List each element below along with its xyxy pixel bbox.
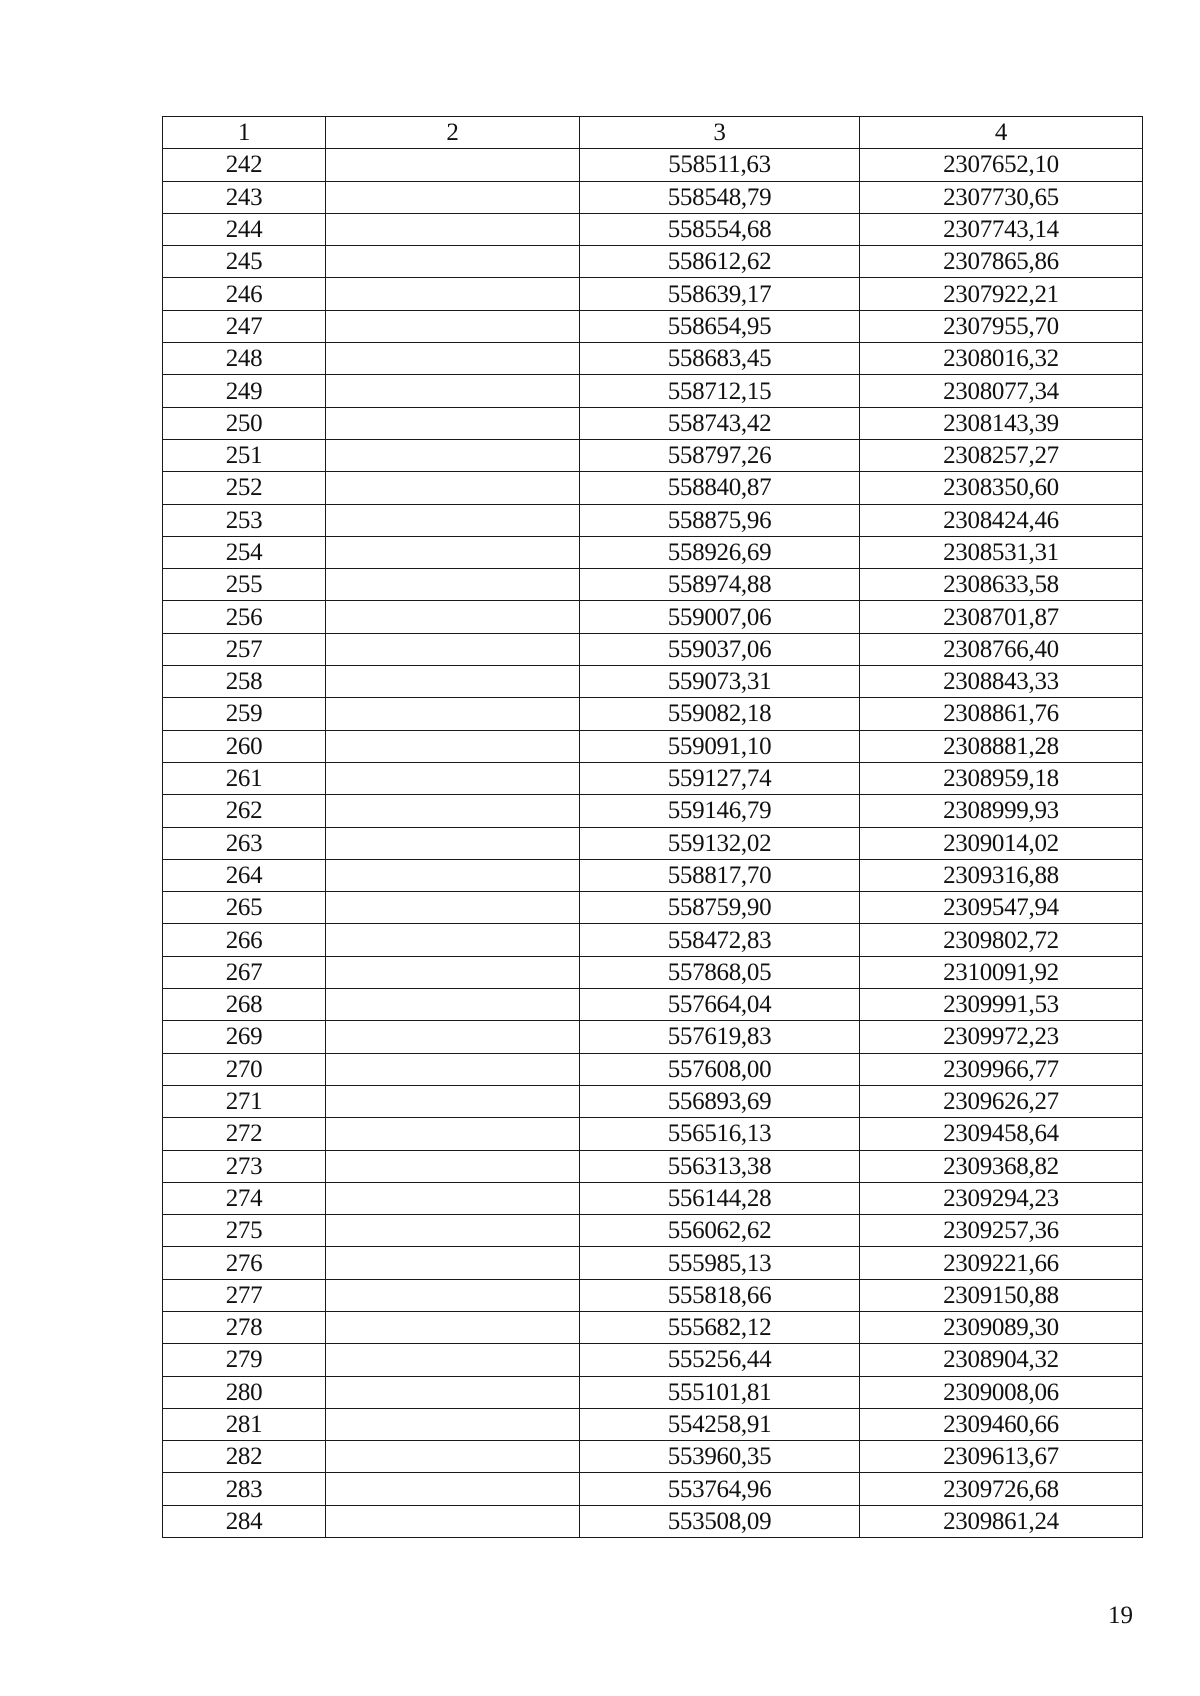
x-coordinate-cell: 555256,44 [580,1344,860,1376]
y-coordinate-cell: 2309014,02 [860,827,1143,859]
empty-cell [326,213,580,245]
empty-cell [326,1182,580,1214]
table-row [163,601,1143,633]
y-coordinate-cell: 2307865,86 [860,246,1143,278]
point-number-cell: 246 [163,278,326,310]
empty-cell [326,924,580,956]
table-row [163,181,1143,213]
y-coordinate-cell: 2308959,18 [860,762,1143,794]
point-number-cell: 252 [163,472,326,504]
point-number-cell: 283 [163,1473,326,1505]
empty-cell [326,375,580,407]
empty-cell [326,1441,580,1473]
y-coordinate-cell: 2309221,66 [860,1247,1143,1279]
table-row [163,1118,1143,1150]
y-coordinate-cell: 2309802,72 [860,924,1143,956]
empty-cell [326,439,580,471]
y-coordinate-cell: 2308843,33 [860,666,1143,698]
y-coordinate-cell: 2309316,88 [860,859,1143,891]
table-row [163,246,1143,278]
table-body [163,149,1143,1538]
empty-cell [326,1021,580,1053]
column-header-1: 1 [163,117,326,149]
point-number-cell: 264 [163,859,326,891]
x-coordinate-cell: 554258,91 [580,1408,860,1440]
x-coordinate-cell: 559037,06 [580,633,860,665]
y-coordinate-cell: 2309294,23 [860,1182,1143,1214]
y-coordinate-cell: 2309972,23 [860,1021,1143,1053]
y-coordinate-cell: 2309150,88 [860,1279,1143,1311]
empty-cell [326,1279,580,1311]
empty-cell [326,181,580,213]
empty-cell [326,1085,580,1117]
x-coordinate-cell: 553960,35 [580,1441,860,1473]
point-number-cell: 272 [163,1118,326,1150]
table-row [163,956,1143,988]
table-row [163,1182,1143,1214]
point-number-cell: 279 [163,1344,326,1376]
x-coordinate-cell: 555101,81 [580,1376,860,1408]
y-coordinate-cell: 2308904,32 [860,1344,1143,1376]
table-row [163,569,1143,601]
x-coordinate-cell: 559127,74 [580,762,860,794]
x-coordinate-cell: 558554,68 [580,213,860,245]
table-row [163,1279,1143,1311]
table-row [163,827,1143,859]
table-row [163,1441,1143,1473]
table-row [163,1215,1143,1247]
point-number-cell: 250 [163,407,326,439]
point-number-cell: 255 [163,569,326,601]
empty-cell [326,536,580,568]
table-row [163,1150,1143,1182]
empty-cell [326,601,580,633]
x-coordinate-cell: 558712,15 [580,375,860,407]
y-coordinate-cell: 2309726,68 [860,1473,1143,1505]
empty-cell [326,1408,580,1440]
x-coordinate-cell: 558759,90 [580,892,860,924]
empty-cell [326,698,580,730]
x-coordinate-cell: 559146,79 [580,795,860,827]
x-coordinate-cell: 556062,62 [580,1215,860,1247]
point-number-cell: 271 [163,1085,326,1117]
point-number-cell: 251 [163,439,326,471]
empty-cell [326,1215,580,1247]
x-coordinate-cell: 557608,00 [580,1053,860,1085]
column-header-3: 3 [580,117,860,149]
coordinates-table [162,116,1143,1538]
empty-cell [326,892,580,924]
point-number-cell: 266 [163,924,326,956]
x-coordinate-cell: 559073,31 [580,666,860,698]
x-coordinate-cell: 558511,63 [580,149,860,181]
point-number-cell: 249 [163,375,326,407]
y-coordinate-cell: 2308424,46 [860,504,1143,536]
x-coordinate-cell: 559082,18 [580,698,860,730]
x-coordinate-cell: 559007,06 [580,601,860,633]
point-number-cell: 254 [163,536,326,568]
table-row [163,1344,1143,1376]
point-number-cell: 256 [163,601,326,633]
point-number-cell: 261 [163,762,326,794]
x-coordinate-cell: 558797,26 [580,439,860,471]
empty-cell [326,246,580,278]
point-number-cell: 274 [163,1182,326,1214]
table-row [163,892,1143,924]
y-coordinate-cell: 2309966,77 [860,1053,1143,1085]
x-coordinate-cell: 559132,02 [580,827,860,859]
table-row [163,1053,1143,1085]
table-row [163,1311,1143,1343]
point-number-cell: 267 [163,956,326,988]
y-coordinate-cell: 2309368,82 [860,1150,1143,1182]
y-coordinate-cell: 2307922,21 [860,278,1143,310]
table-row [163,633,1143,665]
y-coordinate-cell: 2309460,66 [860,1408,1143,1440]
y-coordinate-cell: 2310091,92 [860,956,1143,988]
point-number-cell: 265 [163,892,326,924]
y-coordinate-cell: 2307730,65 [860,181,1143,213]
y-coordinate-cell: 2308016,32 [860,343,1143,375]
x-coordinate-cell: 558639,17 [580,278,860,310]
x-coordinate-cell: 558612,62 [580,246,860,278]
table-row [163,1505,1143,1537]
y-coordinate-cell: 2308143,39 [860,407,1143,439]
table-row [163,213,1143,245]
point-number-cell: 242 [163,149,326,181]
y-coordinate-cell: 2308999,93 [860,795,1143,827]
x-coordinate-cell: 557868,05 [580,956,860,988]
table-row [163,1376,1143,1408]
y-coordinate-cell: 2308077,34 [860,375,1143,407]
empty-cell [326,666,580,698]
y-coordinate-cell: 2309626,27 [860,1085,1143,1117]
empty-cell [326,1150,580,1182]
y-coordinate-cell: 2309257,36 [860,1215,1143,1247]
x-coordinate-cell: 558683,45 [580,343,860,375]
y-coordinate-cell: 2307955,70 [860,310,1143,342]
table-row [163,472,1143,504]
empty-cell [326,472,580,504]
table-row [163,343,1143,375]
x-coordinate-cell: 553508,09 [580,1505,860,1537]
y-coordinate-cell: 2308766,40 [860,633,1143,665]
table-row [163,1085,1143,1117]
x-coordinate-cell: 553764,96 [580,1473,860,1505]
empty-cell [326,1473,580,1505]
point-number-cell: 248 [163,343,326,375]
y-coordinate-cell: 2309008,06 [860,1376,1143,1408]
column-header-2: 2 [326,117,580,149]
x-coordinate-cell: 555682,12 [580,1311,860,1343]
point-number-cell: 276 [163,1247,326,1279]
point-number-cell: 277 [163,1279,326,1311]
x-coordinate-cell: 558817,70 [580,859,860,891]
point-number-cell: 243 [163,181,326,213]
empty-cell [326,1053,580,1085]
empty-cell [326,989,580,1021]
point-number-cell: 273 [163,1150,326,1182]
x-coordinate-cell: 558840,87 [580,472,860,504]
point-number-cell: 253 [163,504,326,536]
table-row [163,310,1143,342]
x-coordinate-cell: 558974,88 [580,569,860,601]
point-number-cell: 280 [163,1376,326,1408]
point-number-cell: 282 [163,1441,326,1473]
table-row [163,536,1143,568]
table-row [163,278,1143,310]
empty-cell [326,859,580,891]
y-coordinate-cell: 2308633,58 [860,569,1143,601]
table-row [163,698,1143,730]
point-number-cell: 244 [163,213,326,245]
empty-cell [326,1344,580,1376]
y-coordinate-cell: 2309613,67 [860,1441,1143,1473]
x-coordinate-cell: 555818,66 [580,1279,860,1311]
point-number-cell: 259 [163,698,326,730]
point-number-cell: 269 [163,1021,326,1053]
x-coordinate-cell: 556516,13 [580,1118,860,1150]
empty-cell [326,1505,580,1537]
table-row [163,407,1143,439]
y-coordinate-cell: 2308861,76 [860,698,1143,730]
empty-cell [326,149,580,181]
y-coordinate-cell: 2309861,24 [860,1505,1143,1537]
y-coordinate-cell: 2307743,14 [860,213,1143,245]
point-number-cell: 275 [163,1215,326,1247]
y-coordinate-cell: 2309547,94 [860,892,1143,924]
table-row [163,859,1143,891]
point-number-cell: 245 [163,246,326,278]
empty-cell [326,633,580,665]
point-number-cell: 260 [163,730,326,762]
x-coordinate-cell: 558875,96 [580,504,860,536]
y-coordinate-cell: 2308350,60 [860,472,1143,504]
point-number-cell: 278 [163,1311,326,1343]
x-coordinate-cell: 558654,95 [580,310,860,342]
table-row [163,504,1143,536]
table-row [163,1408,1143,1440]
y-coordinate-cell: 2308531,31 [860,536,1143,568]
y-coordinate-cell: 2309458,64 [860,1118,1143,1150]
point-number-cell: 262 [163,795,326,827]
empty-cell [326,1376,580,1408]
column-header-4: 4 [860,117,1143,149]
point-number-cell: 257 [163,633,326,665]
point-number-cell: 281 [163,1408,326,1440]
empty-cell [326,1118,580,1150]
table-row [163,1473,1143,1505]
y-coordinate-cell: 2309089,30 [860,1311,1143,1343]
point-number-cell: 263 [163,827,326,859]
table-row [163,149,1143,181]
table-row [163,375,1143,407]
table-row [163,795,1143,827]
empty-cell [326,730,580,762]
empty-cell [326,407,580,439]
empty-cell [326,310,580,342]
header-row [163,117,1143,149]
table-row [163,1021,1143,1053]
x-coordinate-cell: 557619,83 [580,1021,860,1053]
page-number: 19 [1108,1602,1133,1629]
empty-cell [326,1247,580,1279]
table-row [163,666,1143,698]
table-row [163,1247,1143,1279]
x-coordinate-cell: 556313,38 [580,1150,860,1182]
point-number-cell: 268 [163,989,326,1021]
table-row [163,924,1143,956]
x-coordinate-cell: 556893,69 [580,1085,860,1117]
x-coordinate-cell: 558548,79 [580,181,860,213]
table-row [163,762,1143,794]
x-coordinate-cell: 559091,10 [580,730,860,762]
y-coordinate-cell: 2309991,53 [860,989,1143,1021]
empty-cell [326,569,580,601]
x-coordinate-cell: 557664,04 [580,989,860,1021]
point-number-cell: 284 [163,1505,326,1537]
empty-cell [326,1311,580,1343]
point-number-cell: 247 [163,310,326,342]
table-row [163,439,1143,471]
x-coordinate-cell: 558472,83 [580,924,860,956]
table-row [163,730,1143,762]
point-number-cell: 258 [163,666,326,698]
empty-cell [326,795,580,827]
x-coordinate-cell: 558743,42 [580,407,860,439]
y-coordinate-cell: 2308257,27 [860,439,1143,471]
y-coordinate-cell: 2308881,28 [860,730,1143,762]
y-coordinate-cell: 2307652,10 [860,149,1143,181]
x-coordinate-cell: 558926,69 [580,536,860,568]
empty-cell [326,762,580,794]
point-number-cell: 270 [163,1053,326,1085]
empty-cell [326,956,580,988]
empty-cell [326,343,580,375]
x-coordinate-cell: 556144,28 [580,1182,860,1214]
empty-cell [326,278,580,310]
y-coordinate-cell: 2308701,87 [860,601,1143,633]
table-row [163,989,1143,1021]
empty-cell [326,827,580,859]
empty-cell [326,504,580,536]
x-coordinate-cell: 555985,13 [580,1247,860,1279]
